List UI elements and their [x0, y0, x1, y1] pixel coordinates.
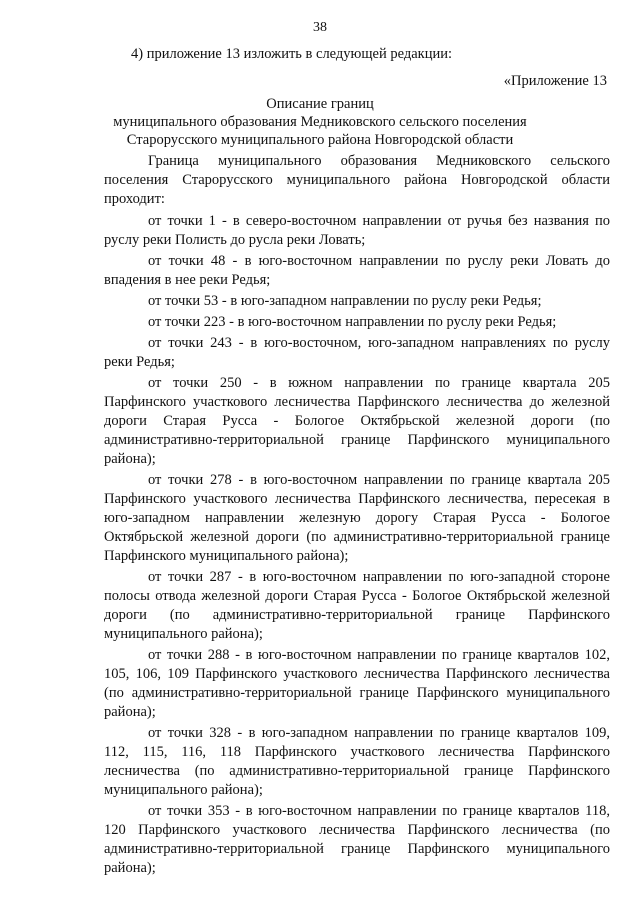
boundary-description — [104, 152, 610, 880]
paragraph-point-278: от точки 278 - в юго-восточном направлении по границе квартала 205 Парфинского участкового лесничества Парфинского лесничества, пересекая в юго-западном направлении железную дорогу Старая Русса - Бологое Октябрьской железной дороги (по административно-территориальной границе Парфинского муниципального района); — [104, 472, 610, 564]
document-title — [0, 95, 640, 149]
appendix-reference: «Приложение 13 — [503, 73, 607, 89]
paragraph-point-250: от точки 250 - в южном направлении по границе квартала 205 Парфинского участкового лесничества Парфинского лесничества до железной дороги Старая Русса - Бологое Октябрьской железной дороги (по административно-территориальной границе Парфинского муниципального района); — [104, 375, 610, 467]
page-number: 38 — [313, 20, 327, 35]
paragraph-point-243: от точки 243 - в юго-восточном, юго-западном направлениях по руслу реки Редья; — [104, 335, 610, 370]
paragraph-point-53: от точки 53 - в юго-западном направлении по руслу реки Редья; — [148, 293, 542, 309]
paragraph-point-287: от точки 287 - в юго-восточном направлении по юго-западной стороне полосы отвода железной дороги Старая Русса - Бологое Октябрьской железной дороги (по административно-территориальной границе Парфинского муниципального района); — [104, 569, 610, 642]
title-line-2: муниципального образования Медниковского сельского поселения — [113, 114, 527, 130]
paragraph-point-353: от точки 353 - в юго-восточном направлении по границе кварталов 118, 120 Парфинского участкового лесничества Парфинского лесничества (по административно-территориальной границе Парфинского муниципального района); — [104, 803, 610, 876]
title-line-1: Описание границ — [266, 96, 374, 112]
title-line-3: Старорусского муниципального района Новгородской области — [126, 132, 514, 148]
paragraph-point-223: от точки 223 - в юго-восточном направлении по руслу реки Редья; — [148, 314, 557, 330]
intro-line: 4) приложение 13 изложить в следующей редакции: — [131, 46, 453, 62]
paragraph-point-328: от точки 328 - в юго-западном направлении по границе кварталов 109, 112, 115, 116, 118 Парфинского участкового лесничества Парфинского лесничества (по административно-территориальной границе Парфинского муниципального района); — [104, 725, 610, 798]
paragraph-intro: Граница муниципального образования Медниковского сельского поселения Старорусского муниципального района Новгородской области проходит: — [104, 153, 610, 207]
paragraph-point-48: от точки 48 - в юго-восточном направлении по руслу реки Ловать до впадения в нее реки Редья; — [104, 253, 610, 288]
paragraph-point-288: от точки 288 - в юго-восточном направлении по границе кварталов 102, 105, 106, 109 Парфинского участкового лесничества Парфинского лесничества (по административно-территориальной границе Парфинского муниципального района); — [104, 647, 610, 720]
paragraph-point-1: от точки 1 - в северо-восточном направлении от ручья без названия по руслу реки Полисть до русла реки Ловать; — [104, 213, 610, 248]
